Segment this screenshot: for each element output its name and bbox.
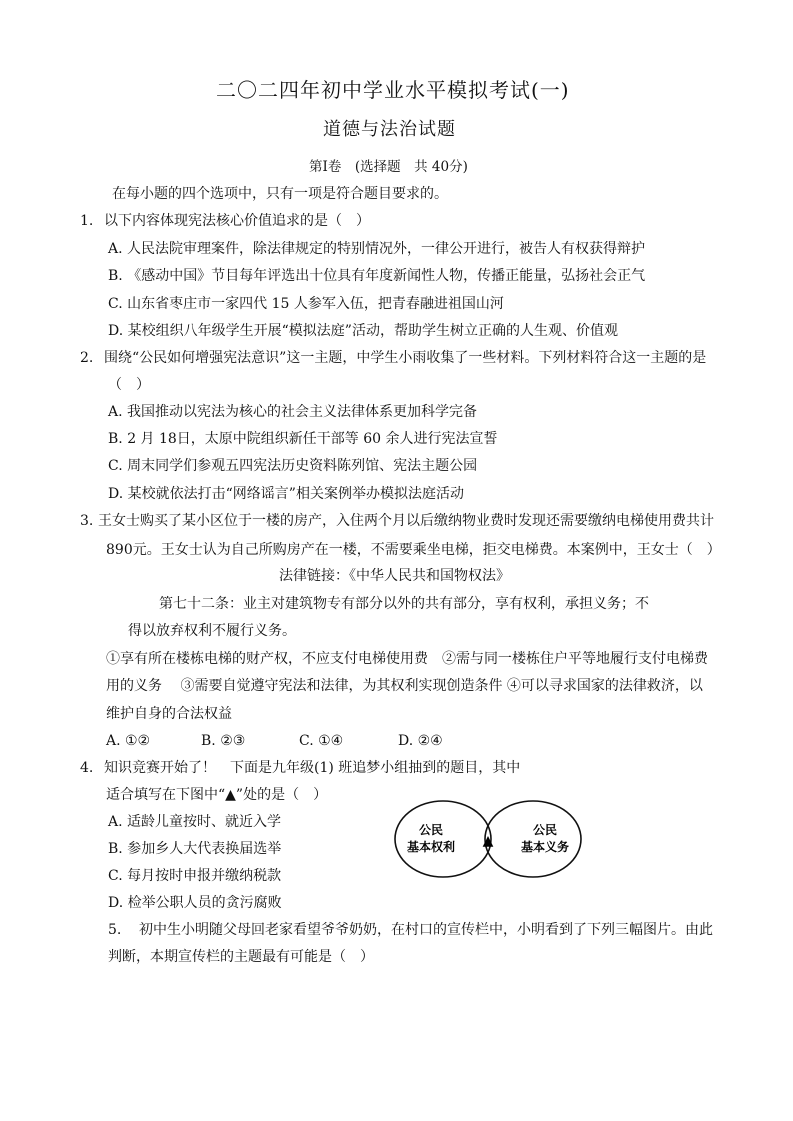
right-label-line1: 公民 [532,823,558,837]
left-label-line1: 公民 [418,823,444,837]
q3-number: 3. [80,513,94,529]
section-heading: 第Ⅰ卷 (选择题 共 40分) [309,159,468,175]
q2-stem-line1: 围绕“公民如何增强宪法意识”这一主题，中学生小雨收集了一些材料。下列材料符合这一主题的是 [104,350,707,366]
q3-choice-d: D. ②④ [398,733,443,749]
q3-choice-c: C. ①④ [299,733,344,749]
q4-option-c: C. 每月按时申报并缴纳税款 [108,868,282,884]
q2-stem-line2: （ ） [108,377,150,393]
q4-stem-line2: 适合填写在下图中“▲”处的是（ ） [106,787,328,803]
q4-number: 4. [80,760,94,776]
q3-statements-line2: 用的义务 ③需要自觉遵守宪法和法律，为其权利实现创造条件 ④可以寻求国家的法律救济，以 [106,678,703,694]
q3-article-line2: 得以放弃权利不履行义务。 [128,623,296,639]
exam-title: 二〇二四年初中学业水平模拟考试(一) [216,78,570,102]
q2-option-b: B. 2 月 18日，太原中院组织新任干部等 60 余人进行宪法宣誓 [108,431,498,447]
q3-stem-line1: 王女士购买了某小区位于一楼的房产，入住两个月以后缴纳物业费时发现还需要缴纳电梯使用费共计 [98,513,714,529]
q3-choice-a: A. ①② [106,733,151,749]
duties-circle [482,801,581,877]
q3-article-line1: 第七十二条：业主对建筑物专有部分以外的共有部分，享有权利，承担义务；不 [159,596,649,612]
q4-stem-line1: 知识竞赛开始了！ 下面是九年级(1) 班追梦小组抽到的题目，其中 [104,760,521,776]
right-label-line2: 基本义务 [520,840,570,854]
left-label-line2: 基本权利 [406,840,456,854]
q2-option-c: C. 周末同学们参观五四宪法历史资料陈列馆、宪法主题公园 [108,458,478,474]
q5-stem-line2: 判断，本期宣传栏的主题最有可能是（ ） [108,949,374,965]
q3-law-link: 法律链接：《中华人民共和国物权法》 [279,568,510,584]
q2-option-d: D. 某校就依法打击“网络谣言”相关案例举办模拟法庭活动 [108,486,464,502]
q1-stem: 以下内容体现宪法核心价值追求的是（ ） [104,213,370,229]
q1-option-c: C. 山东省枣庄市一家四代 15 人参军入伍，把青春融进祖国山河 [108,296,504,312]
triangle-marker: ▲ [482,833,494,849]
q5-stem-line1: 初中生小明随父母回老家看望爷爷奶奶，在村口的宣传栏中，小明看到了下列三幅图片。由此 [139,922,713,938]
q1-number: 1. [80,213,94,229]
q5-number: 5. [108,922,122,938]
venn-diagram [393,798,583,880]
q1-option-b: B. 《感动中国》节目每年评选出十位具有年度新闻性人物，传播正能量，弘扬社会正气 [108,268,646,284]
q2-number: 2. [80,350,94,366]
instruction-text: 在每小题的四个选项中，只有一项是符合题目要求的。 [112,186,448,202]
q3-choice-b: B. ②③ [201,733,246,749]
q1-option-a: A. 人民法院审理案件，除法律规定的特别情况外，一律公开进行，被告人有权获得辩护 [108,241,646,257]
q3-stem-line2: 890元。王女士认为自己所购房产在一楼，不需要乘坐电梯，拒交电梯费。本案例中，王女士（ ） [106,542,721,558]
rights-circle [395,801,491,877]
q1-option-d: D. 某校组织八年级学生开展“模拟法庭”活动，帮助学生树立正确的人生观、价值观 [108,323,618,339]
q2-option-a: A. 我国推动以宪法为核心的社会主义法律体系更加科学完备 [108,404,478,420]
q3-statements-line3: 维护自身的合法权益 [106,706,232,722]
q4-option-b: B. 参加乡人大代表换届选举 [108,841,282,857]
q3-statements-line1: ①享有所在楼栋电梯的财产权，不应支付电梯使用费 ②需与同一楼栋住户平等地履行支付电梯费 [106,651,708,667]
subject-title: 道德与法治试题 [323,119,456,140]
q4-option-d: D. 检举公职人员的贪污腐败 [108,895,282,911]
q4-option-a: A. 适龄儿童按时、就近入学 [108,814,282,830]
